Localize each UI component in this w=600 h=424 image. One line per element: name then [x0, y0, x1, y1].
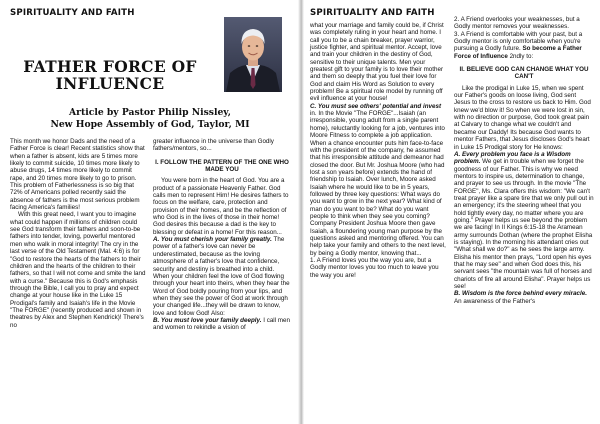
- friend-point-3-bold: So become a Father Force of Influence: [454, 45, 582, 60]
- byline: [10, 107, 290, 131]
- author-portrait-graphic: [224, 17, 282, 92]
- point-b-lead: B. You must love your family deeply.: [153, 316, 262, 324]
- friend-point-3-tail: 2ndly to:: [507, 52, 534, 60]
- point-a-lead: A. You must cherish your family greatly.: [153, 236, 272, 244]
- point-a-body: The power of a father's love can never be underestimated, because as the loving atmosphere of a father's love that confidence, security and destiny is breathed into a child. When your children feel the love of God flowing through your heart into theirs, when they hear the Word of God boldly pouring from your lips, and when they see the power of God at work through your changed life...they will be drawn to know, love and follow God! Also:: [153, 236, 290, 317]
- friend-point-3-text: 3. A Friend is comfortable with your past, but a Godly mentor is only comfortable when you're pursuing a Godly future.: [454, 30, 583, 53]
- friend-point-3: [454, 31, 594, 60]
- point-b2-body: An awareness of the Father's: [454, 297, 536, 305]
- byline-church: New Hope Assembly of God, Taylor, MI: [50, 119, 250, 130]
- article-column-2: [153, 138, 291, 332]
- point-c-potential: [310, 103, 448, 257]
- point-a2-lead: A. Every problem you face is a Wisdom problem.: [454, 150, 571, 166]
- author-photo: [224, 17, 282, 92]
- paragraph-intro: This month we honor Dads and the need of a Father Force is clear! Recent statistics show that when a father is absent, kids are 5 times more likely to commit suicide, 10 times more likely to abuse drugs, 14 times more likely to commit rape, and 20 times more likely to go to prison. This problem of Fatherlessness is so big that 72% of Americans polled recently said the absence of fathers is the most serious problem facing America's families!: [10, 138, 145, 212]
- paragraph-marriage-vision: what your marriage and family could be, if Christ was completely ruling in your heart and home. I call you to be a chain breaker, prayer warrior, justice fighter, and spiritual mentor. Accept, love and train your children in the destiny of God, sensitive to their unique talents. Men your greatest gift to your family is to love their mother and them so deeply that you fuel their love for God and claim His Word as Solution to every problem! Be a spiritual role model by running off evil influence at your house!: [310, 22, 444, 103]
- right-section-header: SPIRITUALITY AND FAITH: [310, 8, 435, 18]
- point-a-wisdom-problem: [454, 151, 594, 291]
- point-c-lead: C. You must see others' potential and invest: [310, 102, 442, 110]
- left-section-header: SPIRITUALITY AND FAITH: [10, 8, 135, 18]
- section-heading-two: II. BELIEVE GOD CAN CHANGE WHAT YOU CAN'T: [459, 66, 589, 81]
- point-c-body: in. In the Movie "The FORGE"...Isaiah (an irresponsible, young adult from a single parent home), reluctantly looking for a job, ventures into Moore Fitness to complete a job application. When a chance encounter puts him face-to-face with the president of the company, he assumed that his irresponsible attitude and demeanor had closed the door. But Mr. Joshua Moore (who had lost a son years before) extends the hand of friendship to Isaiah. Over lunch, Moore asked Isaiah where he would like to be in 5 years, followed by three key questions: What ways do you want to grow in the next year? What kind of man do you want to be? What do you want people to think when they see you coming? Company President Joshua Moore then gave Isaiah, a floundering young man purpose by the questions asked and mentoring offered. You can help take your family and others to the next level, by being a Godly mentor, knowing that...: [310, 110, 446, 257]
- friend-point-1: 1. A Friend loves you the way you are, but a Godly mentor loves you too much to leave you the way you are!: [310, 257, 439, 279]
- friend-point-2: 2. A Friend overlooks your weaknesses, but a Godly mentor removes your weaknesses.: [454, 16, 580, 31]
- article-column-3: [310, 22, 448, 279]
- article-column-4: [454, 16, 594, 305]
- page-gutter: [298, 0, 304, 424]
- point-b2-lead: B. Wisdom is the force behind every miracle.: [454, 290, 587, 298]
- paragraph-prodigal: Like the prodigal in Luke 15, when we spent our Father's goods on loose living, God sent Jesus to the cross to restore us back to Him. God knew we'd blow it! So when we were lost in sin, with no direction or purpose, God took great pain at Calvary to change what we couldn't and became our Daddy! Its because God wants to mentor Fathers, that Jesus discloses God's heart in Luke 15 Prodigal story for He knows:: [454, 84, 591, 151]
- article-column-1: [10, 138, 146, 329]
- paragraph-born-in-heart: You were born in the heart of God. You are a product of a passionate Heavenly Father. God calls men to represent Him! He desires fathers to focus on the welfare, care, protection and provision of their homes, and be the reflection of who God is in the lives of those in their home! God desires this because a dad is the key to blessing or defeat in a home! For this reason...: [153, 177, 289, 236]
- paragraph-greater-influence: greater influence in the universe than Godly fathers/mentors, so...: [153, 138, 274, 153]
- point-a-cherish: [153, 236, 291, 317]
- section-heading-one: I. FOLLOW THE PATTERN OF THE ONE WHO MADE YOU: [155, 158, 289, 174]
- point-a2-body: We get in trouble when we forget the goodness of our Father. This is why we need mentors to inspire us, determination to change, and prayer to see us through. In the movie "The FORGE", Ms. Clara offers this wisdom: "We can't treat prayer like a spare tire that we only pull out in an emergency; it's the steering wheel that you hold tightly every day, no matter where you are going." Prayer helps us see beyond the problem we are facing! In II Kings 6:15-18 the Aramean army surrounds Dothan (where the prophet Elisha is staying). In the morning his attendant cries out "What shall we do?" as he sees the large army. Elisha his mentor then prays, "Lord open his eyes that he may see" and when God does this, his servant sees "the mountain was full of horses and chariots of fire all around Elisha". Prayer helps us see!: [454, 158, 594, 291]
- paragraph-imagine: With this great need, I want you to imagine what could happen if millions of children could see God transform their fathers and soon-to-be fathers into tender, loving, powerful mentored men who walk in moral integrity! The cry in the last verse of the Old Testament (Mal. 4:6) is for "God to restore the hearts of the fathers to their children and the hearts of the children to their fathers, so that I will not come and smite the land with a curse." Because this is God's emphasis through the Bible, I call you to pray and expect change at your house like in the Luke 15 Prodigal's family and Isaiah's life in the Movie "The FORGE" (recently produced and shown in theatres by Alex and Stephen Kendrick)! There's no: [10, 211, 146, 329]
- point-b-love: [153, 317, 291, 332]
- point-b-body: I call men and women to rekindle a vision of: [153, 316, 290, 332]
- point-b-wisdom-force: [454, 290, 594, 305]
- byline-author: Article by Pastor Philip Nissley,: [69, 107, 231, 118]
- article-title: FATHER FORCE OF INFLUENCE: [23, 57, 197, 93]
